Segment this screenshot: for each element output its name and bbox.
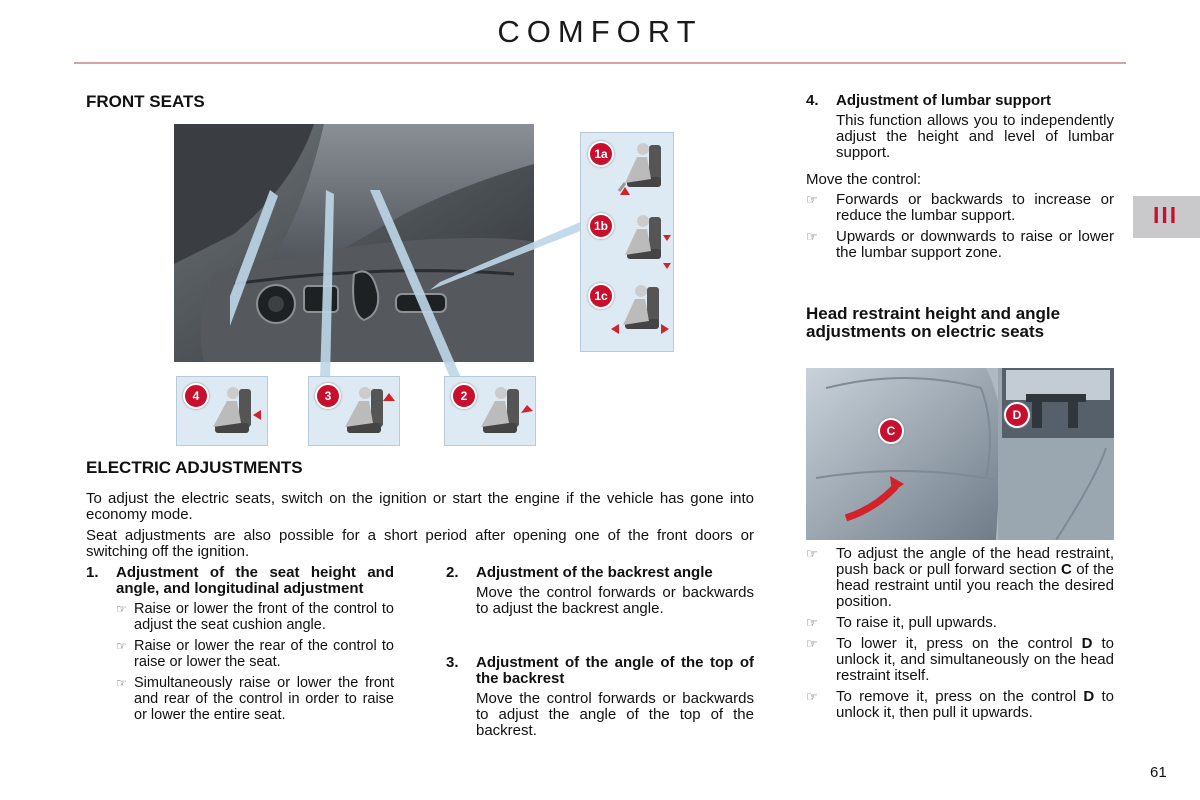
pointing-hand-icon: ☞ [806,615,818,630]
bullet-item: ☞ Raise or lower the front of the control to adjust the seat cushion angle. [116,601,394,633]
chapter-number: III [1153,202,1179,228]
item-title: Adjustment of lumbar support [836,92,1051,109]
badge-d: D [1004,402,1030,428]
pointing-hand-icon: ☞ [806,546,818,561]
head-restraint-bullets [806,546,1114,726]
badge-1a: 1a [588,141,614,167]
title-divider [74,62,1126,64]
seat-figure-icon [475,383,533,441]
bullet-item: ☞ Forwards or backwards to increase or reduce the lumbar support. [806,191,1114,224]
move-control-text: Move the control: [806,171,922,188]
item-title: Adjustment of the angle of the top of the backrest [476,654,754,687]
item-title: Adjustment of the seat height and angle, and longitudinal adjustment [116,564,394,597]
lumbar-icon-panel [176,376,268,446]
bullet-item: ☞ To adjust the angle of the head restraint, push back or pull forward section C of the head restraint until you reach the desired position. [806,545,1114,610]
seat-figure-icon [615,211,671,275]
badge-4: 4 [183,383,209,409]
item-backrest-top [446,655,754,739]
pointing-hand-icon: ☞ [806,229,818,244]
head-restraint-photo [806,368,1114,540]
seat-figure-icon [615,139,671,199]
seat-adjust-panel [580,132,674,352]
electric-intro-2: Seat adjustments are also possible for a short period after opening one of the front doors or switching off the ignition. [86,527,754,560]
pointing-hand-icon: ☞ [806,689,818,704]
badge-3: 3 [315,383,341,409]
front-seats-heading: FRONT SEATS [86,92,205,111]
bullet-item: ☞ To lower it, press on the control D to unlock it, and simultaneously on the head restraint itself. [806,635,1114,684]
pointing-hand-icon: ☞ [806,192,818,207]
backrest-angle-icon-panel [444,376,536,446]
pointing-hand-icon: ☞ [806,636,818,651]
page-title: COMFORT [497,14,703,49]
badge-2: 2 [451,383,477,409]
item-lumbar [806,93,1114,161]
item-number: 2. [446,564,459,581]
pointing-hand-icon: ☞ [116,676,127,690]
item-number: 4. [806,92,819,109]
chapter-tab [1133,196,1200,238]
item-number: 3. [446,654,459,671]
item-seat-height [86,565,394,728]
badge-c: C [878,418,904,444]
item-backrest-angle [446,565,754,617]
head-restraint-illustration [806,368,1114,540]
seat-figure-icon [339,383,397,441]
electric-intro-1: To adjust the electric seats, switch on the ignition or start the engine if the vehicle has gone into economy mode. [86,490,754,523]
item-number: 1. [86,564,99,581]
bullet-item: ☞ To raise it, pull upwards. [806,614,997,631]
electric-adjustments-heading: ELECTRIC ADJUSTMENTS [86,458,303,477]
badge-1c: 1c [588,283,614,309]
backrest-top-icon-panel [308,376,400,446]
lumbar-bullets [806,192,1114,266]
pointing-hand-icon: ☞ [116,639,127,653]
bullet-item: ☞ Raise or lower the rear of the control to raise or lower the seat. [116,638,394,670]
item-title: Adjustment of the backrest angle [476,564,713,581]
badge-1b: 1b [588,213,614,239]
pointing-hand-icon: ☞ [116,602,127,616]
bullet-item: ☞ Upwards or downwards to raise or lower the lumbar support zone. [806,228,1114,261]
item-text: Move the control forwards or backwards to adjust the angle of the top of the backrest. [476,690,754,739]
item-text: Move the control forwards or backwards to adjust the backrest angle. [476,584,754,617]
pointer-lines [230,190,600,390]
item-text: This function allows you to independently adjust the height and level of lumbar support. [836,112,1114,161]
seat-figure-icon [207,383,265,441]
head-restraint-heading: Head restraint height and angle adjustments on electric seats [806,304,1061,341]
page-number: 61 [1150,764,1167,781]
seat-figure-icon [609,283,671,345]
bullet-item: ☞ To remove it, press on the control D to unlock it, then pull it upwards. [806,688,1114,721]
bullet-item: ☞ Simultaneously raise or lower the front and rear of the control in order to raise or lower the entire seat. [116,675,394,723]
